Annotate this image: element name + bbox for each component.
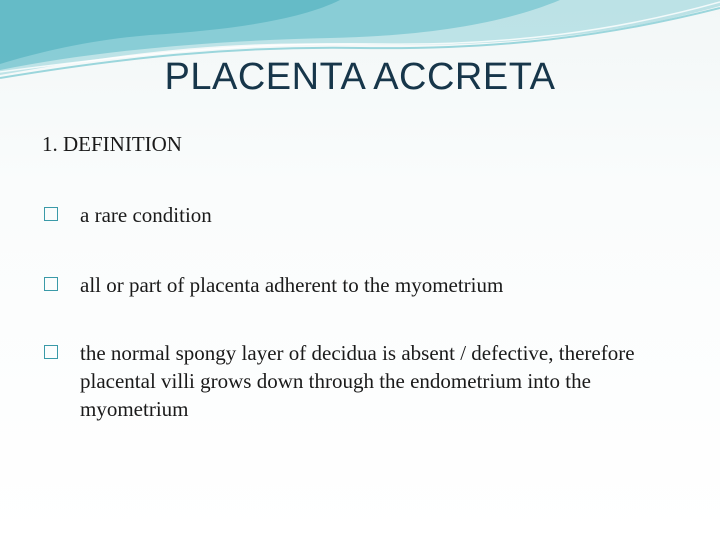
hollow-square-bullet-icon: [44, 277, 58, 291]
bullet-text: all or part of placenta adherent to the myometrium: [80, 273, 504, 297]
slide-title: PLACENTA ACCRETA: [164, 56, 556, 98]
hollow-square-bullet-icon: [44, 345, 58, 359]
hollow-square-bullet-icon: [44, 207, 58, 221]
bullet-text: a rare condition: [80, 203, 212, 227]
bullet-item: [44, 271, 684, 299]
bullet-text: the normal spongy layer of decidua is absent / defective, therefore placental villi grows down through the endometrium into the myometrium: [80, 341, 635, 421]
section-heading: 1. DEFINITION: [42, 132, 182, 156]
bullet-item: [44, 201, 684, 229]
bullet-item: [44, 339, 684, 423]
